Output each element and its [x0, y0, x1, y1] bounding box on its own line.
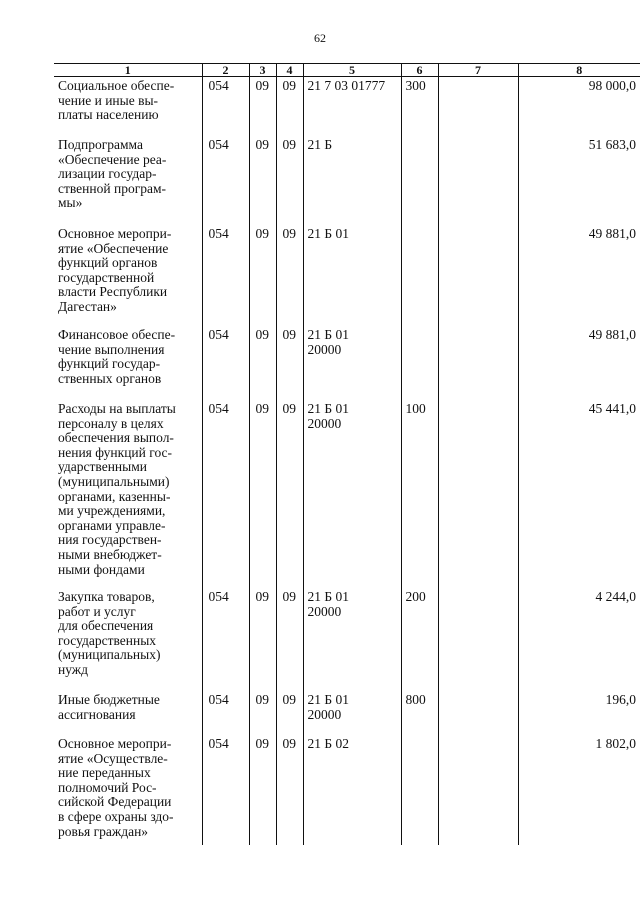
section-cell: 09 [249, 735, 276, 845]
section-cell: 09 [249, 691, 276, 735]
column-header-2: 2 [202, 64, 249, 77]
expense-type-cell: 800 [401, 691, 438, 735]
column-header-4: 4 [276, 64, 303, 77]
section-cell: 09 [249, 588, 276, 691]
header-row [54, 64, 640, 77]
column-7-cell [438, 225, 518, 326]
subsection-cell: 09 [276, 735, 303, 845]
column-7-cell [438, 136, 518, 225]
column-header-1: 1 [54, 64, 202, 77]
subsection-cell: 09 [276, 136, 303, 225]
row-name-cell: Финансовое обеспе- чение выполнения функций государ- ственных органов [58, 327, 176, 386]
expense-type-cell [401, 136, 438, 225]
subsection-cell: 09 [276, 588, 303, 691]
amount-cell: 49 881,0 [518, 326, 640, 400]
section-cell: 09 [249, 326, 276, 400]
row-name-cell: Закупка товаров, работ и услуг для обеспечения государственных (муниципальных) нужд [58, 589, 161, 677]
row-name-cell: Подпрограмма «Обеспечение реа- лизации государ- ственной програм- мы» [58, 137, 167, 211]
table-row [54, 225, 640, 326]
section-cell: 09 [249, 136, 276, 225]
target-article-cell: 21 Б 01 [303, 225, 401, 326]
target-article-cell: 21 Б [303, 136, 401, 225]
target-article-cell: 21 Б 01 20000 [303, 691, 401, 735]
target-article-cell: 21 7 03 01777 [303, 77, 401, 137]
expense-type-cell [401, 735, 438, 845]
ministry-code-cell: 054 [202, 326, 249, 400]
column-7-cell [438, 691, 518, 735]
table-row [54, 400, 640, 588]
column-header-8: 8 [518, 64, 640, 77]
section-cell: 09 [249, 225, 276, 326]
row-name-cell: Социальное обеспе- чение и иные вы- платы населению [58, 78, 175, 123]
target-article-cell: 21 Б 01 20000 [303, 588, 401, 691]
amount-cell: 4 244,0 [518, 588, 640, 691]
table-row [54, 136, 640, 225]
table-row [54, 326, 640, 400]
subsection-cell: 09 [276, 400, 303, 588]
expense-type-cell [401, 225, 438, 326]
amount-cell: 51 683,0 [518, 136, 640, 225]
column-7-cell [438, 735, 518, 845]
table-row [54, 588, 640, 691]
target-article-cell: 21 Б 01 20000 [303, 326, 401, 400]
column-7-cell [438, 326, 518, 400]
row-name-cell: Основное меропри- ятие «Обеспечение функций органов государственной власти Республики Дагестан» [58, 226, 172, 314]
section-cell: 09 [249, 77, 276, 137]
column-header-7: 7 [438, 64, 518, 77]
ministry-code-cell: 054 [202, 225, 249, 326]
ministry-code-cell: 054 [202, 735, 249, 845]
section-cell: 09 [249, 400, 276, 588]
ministry-code-cell: 054 [202, 400, 249, 588]
ministry-code-cell: 054 [202, 691, 249, 735]
target-article-cell: 21 Б 02 [303, 735, 401, 845]
row-name-cell: Расходы на выплаты персоналу в целях обеспечения выпол- нения функций гос- ударственными (муниципальными) органами, казенны- ми учреждениями, органами управле- ния государствен- ными внебюджет- ными фондами [58, 401, 176, 577]
subsection-cell: 09 [276, 77, 303, 137]
column-7-cell [438, 77, 518, 137]
subsection-cell: 09 [276, 326, 303, 400]
amount-cell: 98 000,0 [518, 77, 640, 137]
page-number: 62 [314, 31, 326, 45]
amount-cell: 196,0 [518, 691, 640, 735]
column-header-6: 6 [401, 64, 438, 77]
amount-cell: 45 441,0 [518, 400, 640, 588]
ministry-code-cell: 054 [202, 77, 249, 137]
subsection-cell: 09 [276, 225, 303, 326]
column-header-3: 3 [249, 64, 276, 77]
ministry-code-cell: 054 [202, 588, 249, 691]
subsection-cell: 09 [276, 691, 303, 735]
column-7-cell [438, 588, 518, 691]
table-row [54, 735, 640, 845]
expense-type-cell [401, 326, 438, 400]
expense-type-cell: 300 [401, 77, 438, 137]
row-name-cell: Основное меропри- ятие «Осуществле- ние переданных полномочий Рос- сийской Федерации в сфере охраны здо- ровья граждан» [58, 736, 174, 839]
budget-table [54, 63, 640, 845]
row-name-cell: Иные бюджетные ассигнования [58, 692, 160, 722]
column-7-cell [438, 400, 518, 588]
table-row [54, 691, 640, 735]
budget-table-container [54, 63, 640, 845]
column-header-5: 5 [303, 64, 401, 77]
expense-type-cell: 200 [401, 588, 438, 691]
ministry-code-cell: 054 [202, 136, 249, 225]
amount-cell: 1 802,0 [518, 735, 640, 845]
amount-cell: 49 881,0 [518, 225, 640, 326]
table-row [54, 77, 640, 137]
target-article-cell: 21 Б 01 20000 [303, 400, 401, 588]
expense-type-cell: 100 [401, 400, 438, 588]
